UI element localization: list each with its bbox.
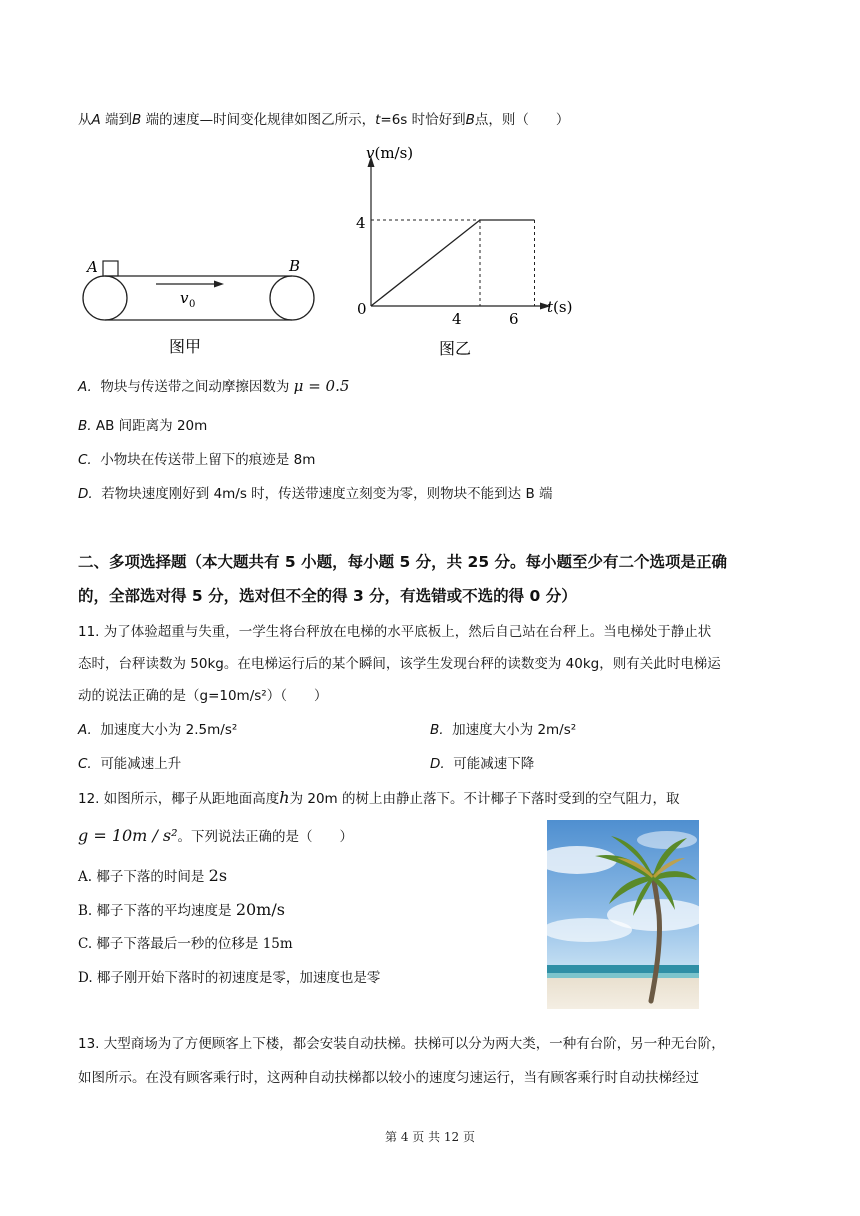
palm-tree-photo bbox=[547, 820, 699, 1009]
section-heading-line1: 二、多项选择题（本大题共有 5 小题，每小题 5 分，共 25 分。每小题至少有二个选项是正确 bbox=[78, 553, 728, 571]
point-b-label: B bbox=[132, 112, 142, 128]
option-text: 小物块在传送带上留下的痕迹是 8m bbox=[100, 452, 316, 468]
q12-option-a bbox=[78, 866, 227, 887]
label-b: B bbox=[289, 257, 301, 275]
q12-option-c bbox=[78, 934, 293, 954]
sand bbox=[547, 978, 699, 1009]
q11-option-c bbox=[78, 754, 181, 774]
q11-line1: 11. 为了体验超重与失重，一学生将台秤放在电梯的水平底板上，然后自己站在台秤上。当电梯处于静止状 bbox=[78, 624, 712, 640]
vt-graph bbox=[348, 138, 588, 363]
intro-text: 端到 bbox=[105, 112, 133, 128]
gravity-formula: g = 10m / s² bbox=[78, 826, 178, 845]
page-number: 第 4 页 共 12 页 bbox=[385, 1130, 475, 1144]
intro-text: 从 bbox=[78, 112, 92, 128]
q12-text: 为 20m 的树上由静止落下。不计椰子下落时受到的空气阻力，取 bbox=[289, 791, 680, 807]
y-tick-label: 4 bbox=[356, 214, 366, 232]
q11-option-a bbox=[78, 720, 237, 740]
option-b bbox=[78, 416, 207, 436]
option-value: 2s bbox=[208, 866, 228, 885]
option-letter: B. bbox=[78, 418, 92, 434]
origin-label: 0 bbox=[357, 300, 367, 318]
q11-option-d bbox=[430, 754, 534, 774]
option-letter: C. bbox=[78, 756, 92, 772]
intro-text: 端的速度—时间变化规律如图乙所示， bbox=[145, 112, 376, 128]
right-pulley bbox=[270, 276, 314, 320]
q12-line1 bbox=[78, 788, 680, 809]
option-text: 加速度大小为 2.5m/s² bbox=[100, 722, 238, 738]
q12-option-b bbox=[78, 900, 285, 921]
q12-option-d bbox=[78, 968, 380, 988]
option-letter: D. bbox=[78, 486, 93, 502]
figure-yi-caption: 图乙 bbox=[439, 339, 472, 358]
intro-line bbox=[78, 110, 569, 130]
option-letter: B. bbox=[430, 722, 444, 738]
height-variable: h bbox=[279, 788, 290, 807]
q12-text: 12. 如图所示，椰子从距地面高度 bbox=[78, 791, 280, 807]
option-letter: C. bbox=[78, 452, 92, 468]
conveyor-belt-figure bbox=[76, 250, 326, 360]
option-text: 可能减速上升 bbox=[100, 756, 182, 772]
shallow-water bbox=[547, 973, 699, 978]
option-a bbox=[78, 376, 349, 397]
velocity-series-line bbox=[371, 220, 535, 306]
q12-line2 bbox=[78, 826, 353, 847]
option-text: 若物块速度刚好到 4m/s 时，传送带速度立刻变为零，则物块不能到达 B 端 bbox=[101, 486, 553, 502]
cloud bbox=[637, 831, 697, 849]
option-letter: A. bbox=[78, 379, 92, 395]
x-tick-label-6: 6 bbox=[509, 310, 519, 328]
x-axis-label: t(s) bbox=[547, 298, 573, 316]
option-text: 加速度大小为 2m/s² bbox=[452, 722, 577, 738]
option-letter: A. bbox=[78, 722, 92, 738]
section-heading-line2: 的，全部选对得 5 分，选对但不全的得 3 分，有选错或不选的得 0 分） bbox=[78, 587, 577, 605]
option-d bbox=[78, 484, 553, 504]
option-value: 20m/s bbox=[235, 900, 285, 919]
option-text: B. 椰子下落的平均速度是 bbox=[78, 903, 232, 919]
velocity-arrowhead bbox=[214, 281, 224, 288]
option-c bbox=[78, 450, 315, 470]
q11-line3: 动的说法正确的是（g=10m/s²）（ ） bbox=[78, 688, 328, 704]
intro-text: =6s 时恰好到 bbox=[380, 112, 466, 128]
option-text: AB 间距离为 20m bbox=[95, 418, 208, 434]
option-text: 物块与传送带之间动摩擦因数为 bbox=[100, 379, 290, 395]
q11-option-b bbox=[430, 720, 576, 740]
option-letter: D. bbox=[430, 756, 445, 772]
q12-text: 。下列说法正确的是（ ） bbox=[177, 829, 354, 845]
option-text: A. 椰子下落的时间是 bbox=[78, 869, 205, 885]
q13-line2: 如图所示。在没有顾客乘行时，这两种自动扶梯都以较小的速度匀速运行，当有顾客乘行时自动扶梯经过 bbox=[78, 1070, 699, 1086]
v0-label: v bbox=[180, 289, 189, 307]
time-variable: t bbox=[375, 112, 381, 128]
vt-plot bbox=[371, 220, 535, 306]
point-a-label: A bbox=[91, 112, 101, 128]
intro-text: 点，则（ ） bbox=[474, 112, 570, 128]
point-b-label: B bbox=[465, 112, 475, 128]
x-tick-label-4: 4 bbox=[452, 310, 462, 328]
q11-line2: 态时，台秤读数为 50kg。在电梯运行后的某个瞬间，该学生发现台秤的读数变为 40kg，则有关此时电梯运 bbox=[78, 656, 721, 672]
y-axis-label: v(m/s) bbox=[366, 144, 414, 162]
q13-line1: 13. 大型商场为了方便顾客上下楼，都会安装自动扶梯。扶梯可以分为两大类，一种有台阶，另一种无台阶， bbox=[78, 1036, 725, 1052]
left-pulley bbox=[83, 276, 127, 320]
v0-subscript: 0 bbox=[189, 299, 196, 310]
option-text: D. 椰子刚开始下落时的初速度是零，加速度也是零 bbox=[78, 970, 381, 986]
block bbox=[103, 261, 118, 276]
label-a: A bbox=[87, 258, 98, 276]
option-text: 可能减速下降 bbox=[453, 756, 535, 772]
option-formula: μ = 0.5 bbox=[293, 377, 350, 395]
option-text: C. 椰子下落最后一秒的位移是 15m bbox=[78, 936, 293, 952]
figure-jia-caption: 图甲 bbox=[169, 337, 202, 356]
